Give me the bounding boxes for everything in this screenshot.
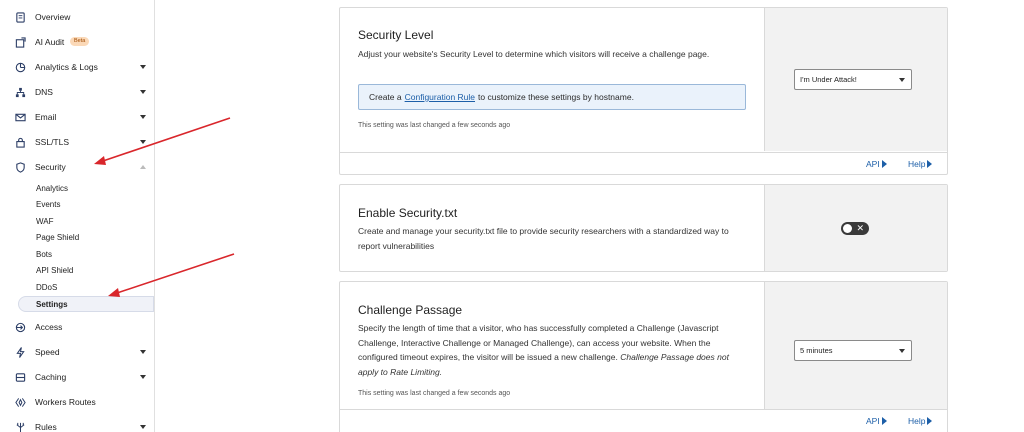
- sidebar-subitem-ddos[interactable]: [0, 279, 155, 295]
- storage-icon: [14, 371, 26, 383]
- sidebar-item-label: Access: [35, 322, 63, 332]
- chevron-down-icon: [140, 375, 146, 379]
- challenge-passage-description: [358, 321, 748, 379]
- sidebar-subitem-bots[interactable]: [0, 246, 155, 262]
- info-prefix: Create a: [369, 92, 402, 102]
- info-suffix: to customize these settings by hostname.: [478, 92, 634, 102]
- chevron-down-icon: [140, 425, 146, 429]
- access-icon: [14, 321, 26, 333]
- sidebar-item-label: Overview: [35, 12, 71, 22]
- help-link[interactable]: [908, 416, 932, 426]
- sidebar-item-dns[interactable]: [0, 81, 155, 103]
- sidebar-item-security[interactable]: [0, 156, 155, 178]
- sidebar-item-label: SSL/TLS: [35, 137, 70, 147]
- subitem-label: Settings: [36, 299, 68, 309]
- network-icon: [14, 86, 26, 98]
- security-level-card: [339, 7, 948, 175]
- beta-badge: Beta: [70, 37, 89, 46]
- sidebar-item-label: Analytics & Logs: [35, 62, 98, 72]
- subitem-label: Events: [36, 199, 61, 209]
- challenge-passage-control-pane: [764, 282, 947, 409]
- subitem-label: Analytics: [36, 183, 69, 193]
- sidebar-item-ai-audit[interactable]: [0, 31, 155, 53]
- caret-right-icon: [882, 160, 887, 168]
- security-level-select-value: I'm Under Attack!: [800, 75, 857, 84]
- security-level-select[interactable]: [794, 69, 912, 90]
- sidebar-item-ssl-tls[interactable]: [0, 131, 155, 153]
- security-txt-description: Create and manage your security.txt file to provide security researchers with a standardized way to report vulnerabilities: [358, 226, 729, 251]
- sidebar-item-label: Caching: [35, 372, 67, 382]
- rules-icon: [14, 421, 26, 432]
- sidebar-item-rules[interactable]: [0, 416, 155, 432]
- sidebar-item-speed[interactable]: [0, 341, 155, 363]
- challenge-passage-select-value: 5 minutes: [800, 346, 833, 355]
- sidebar-subitem-settings[interactable]: [18, 296, 154, 312]
- last-changed-note: This setting was last changed a few seconds ago: [358, 122, 511, 129]
- subitem-label: Bots: [36, 249, 53, 259]
- sidebar-subitem-page-shield[interactable]: [0, 229, 155, 245]
- security-level-title: Security Level: [358, 28, 434, 42]
- api-link[interactable]: [866, 159, 887, 169]
- challenge-passage-card: [339, 281, 948, 432]
- chevron-down-icon: [899, 349, 905, 353]
- help-link-label: Help: [908, 416, 926, 426]
- chevron-up-icon: [140, 165, 146, 169]
- api-link-label: API: [866, 416, 880, 426]
- challenge-passage-title: Challenge Passage: [358, 303, 463, 317]
- sidebar-item-analytics-logs[interactable]: [0, 56, 155, 78]
- sidebar-subitem-waf[interactable]: [0, 213, 155, 229]
- sidebar-item-overview[interactable]: [0, 6, 155, 28]
- lightning-icon: [14, 346, 26, 358]
- close-icon: ✕: [856, 223, 864, 233]
- sidebar-subitem-analytics[interactable]: [0, 180, 155, 196]
- chevron-down-icon: [899, 78, 905, 82]
- sidebar-item-access[interactable]: [0, 316, 155, 338]
- email-icon: [14, 111, 26, 123]
- shield-icon: [14, 161, 26, 173]
- sidebar-item-label: DNS: [35, 87, 53, 97]
- security-level-control-pane: [764, 8, 947, 151]
- configuration-rule-link[interactable]: Configuration Rule: [404, 92, 476, 102]
- toggle-knob: [843, 224, 852, 233]
- sidebar-item-label: Email: [35, 112, 57, 122]
- caret-right-icon: [927, 160, 932, 168]
- chevron-down-icon: [140, 90, 146, 94]
- challenge-passage-select[interactable]: [794, 340, 912, 361]
- security-txt-card: [339, 184, 948, 272]
- caret-right-icon: [882, 417, 887, 425]
- challenge-passage-description-text: Specify the length of time that a visitor, who has successfully completed a Challenge (Javascript Challenge, Interactive Challenge or Managed Challenge), can access your website. When the configured timeout expires, the visitor will be issued a new challenge.: [358, 323, 719, 362]
- sidebar-item-label: Rules: [35, 422, 57, 432]
- chevron-down-icon: [140, 115, 146, 119]
- sidebar-item-label: Workers Routes: [35, 397, 96, 407]
- subitem-label: Page Shield: [36, 232, 80, 242]
- sidebar-item-email[interactable]: [0, 106, 155, 128]
- help-link[interactable]: [908, 159, 932, 169]
- caret-right-icon: [927, 417, 932, 425]
- sidebar-subitem-api-shield[interactable]: [0, 262, 155, 278]
- security-level-footer: [340, 152, 947, 174]
- api-link-label: API: [866, 159, 880, 169]
- challenge-passage-italic-note: Challenge Passage does not apply to Rate Limiting.: [358, 352, 729, 377]
- subitem-label: WAF: [36, 216, 54, 226]
- last-changed-note: This setting was last changed a few seconds ago: [358, 390, 511, 397]
- help-link-label: Help: [908, 159, 926, 169]
- sidebar-subitem-events[interactable]: [0, 196, 155, 212]
- chevron-down-icon: [140, 140, 146, 144]
- workers-icon: [14, 396, 26, 408]
- sidebar-item-label: AI Audit: [35, 37, 65, 47]
- security-level-description: Adjust your website's Security Level to determine which visitors will receive a challenge page.: [358, 49, 710, 59]
- challenge-passage-footer: [340, 409, 947, 431]
- api-link[interactable]: [866, 416, 887, 426]
- lock-icon: [14, 136, 26, 148]
- subitem-label: API Shield: [36, 265, 74, 275]
- subitem-label: DDoS: [36, 282, 58, 292]
- chevron-down-icon: [140, 350, 146, 354]
- security-txt-toggle[interactable]: [841, 222, 869, 235]
- security-txt-control-pane: [764, 185, 947, 271]
- sidebar: [0, 0, 155, 432]
- sidebar-item-label: Speed: [35, 347, 60, 357]
- sidebar-item-label: Security: [35, 162, 66, 172]
- sidebar-item-caching[interactable]: [0, 366, 155, 388]
- configuration-rule-info-box: [358, 84, 746, 110]
- chevron-down-icon: [140, 65, 146, 69]
- ai-audit-icon: [14, 36, 26, 48]
- document-icon: [14, 11, 26, 23]
- sidebar-item-workers-routes[interactable]: [0, 391, 155, 413]
- clock-chart-icon: [14, 61, 26, 73]
- security-txt-title: Enable Security.txt: [358, 206, 458, 220]
